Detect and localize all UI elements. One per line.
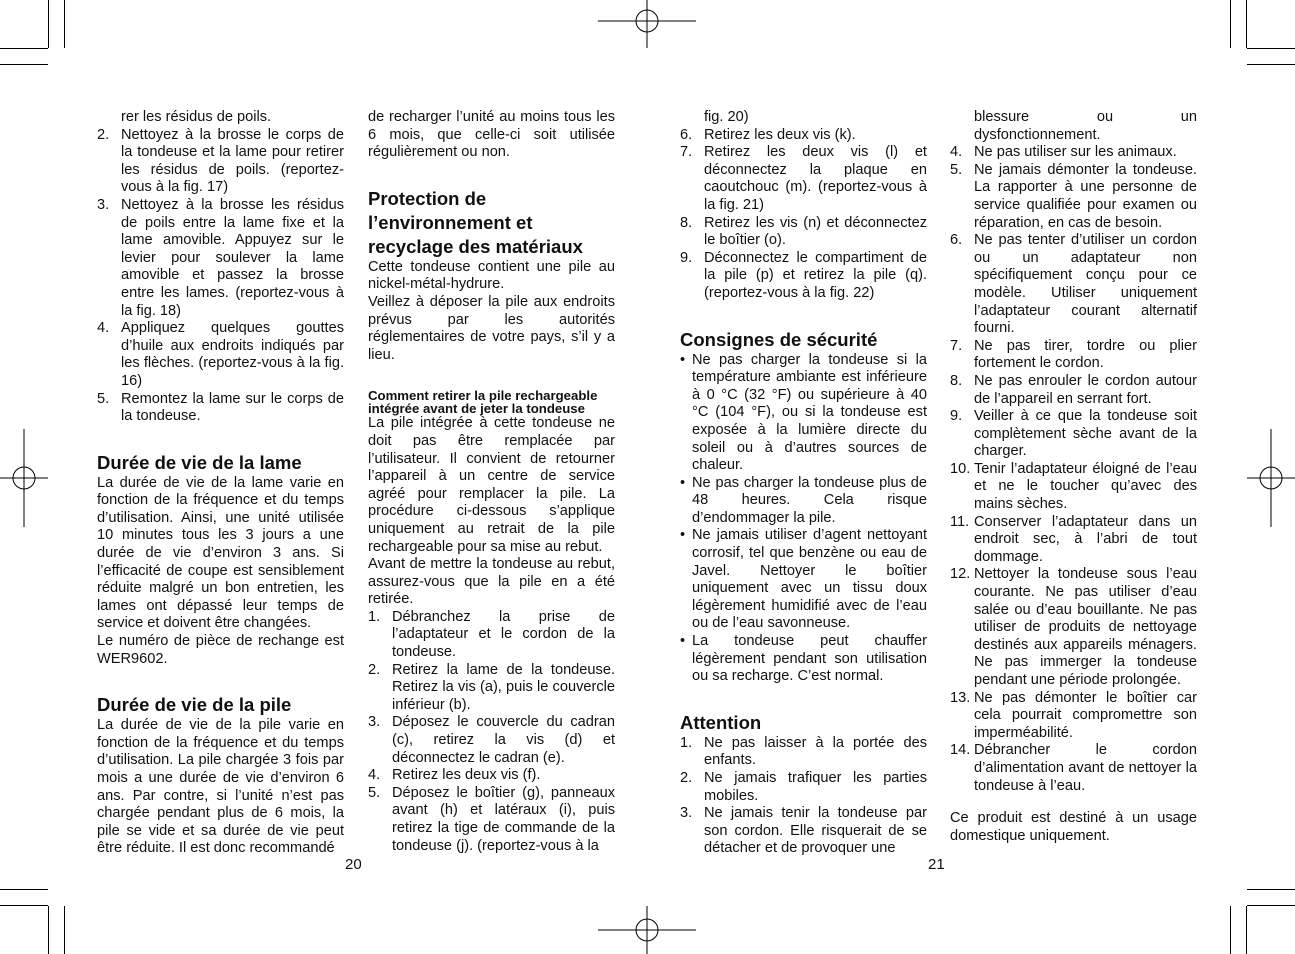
- paragraph: Avant de mettre la tondeuse au rebut, assurez-vous que la pile en a été retirée.: [368, 556, 615, 608]
- list-item: 13. Ne pas démonter le boîtier car cela pourrait compromettre son imperméabilité.: [950, 689, 1197, 741]
- list-item: • Ne pas charger la tondeuse plus de 48 heures. Cela risque d’endommager la pile.: [680, 474, 927, 526]
- paragraph: La pile intégrée à cette tondeuse ne doit pas être remplacée par l’utilisateur. Il convient de retourner l’appareil à un centre de service agréé pour remplacer la pile. La procédure ci-dessous s’applique uniquement au retrait de la pile rechargeable pour sa mise au rebut.: [368, 415, 615, 555]
- column-3: [680, 109, 927, 858]
- registration-mark: [0, 429, 48, 527]
- list-item: • Ne pas charger la tondeuse si la température ambiante est inférieure à 0 °C (32 °F) ou supérieure à 40 °C (104 °F), ou si la tondeuse est exposée à la lumière directe du soleil ou à d’autres sources de chaleur.: [680, 351, 927, 474]
- attention-list: [680, 735, 927, 858]
- paragraph: Cette tondeuse contient une pile au nickel-métal-hydrure.: [368, 258, 615, 293]
- safety-list: [680, 352, 927, 686]
- list-item: 2. Retirez la lame de la tondeuse. Retirez la vis (a), puis le couvercle inférieur (b).: [368, 661, 615, 713]
- paragraph: La durée de vie de la lame varie en fonction de la fréquence et du temps d’utilisation. Ainsi, une unité utilisée 10 minutes tous les 3 jours a une durée de vie d’environ 3 ans. Si l’efficacité de coupe est sensiblement réduite malgré un bon entretien, les lames ont dépassé leur temps de service et doivent être changées.: [97, 474, 344, 632]
- list-item: 9. Déconnectez le compartiment de la pile (p) et retirez la pile (q). (reportez-vous à la fig. 22): [680, 249, 927, 301]
- list-item: • La tondeuse peut chauffer légèrement pendant son utilisation ou sa recharge. C’est normal.: [680, 633, 927, 685]
- crop-mark: [64, 0, 65, 48]
- column-4: [950, 109, 1197, 845]
- crop-mark: [0, 889, 48, 890]
- list-item: 9. Veiller à ce que la tondeuse soit complètement sèche avant de la charger.: [950, 408, 1197, 460]
- list-item: 14. Débrancher le cordon d’alimentation avant de nettoyer la tondeuse à l’eau.: [950, 742, 1197, 794]
- crop-mark: [1246, 0, 1247, 48]
- list-item: 1. Ne pas laisser à la portée des enfants.: [680, 734, 927, 769]
- list-item: 2. Ne jamais trafiquer les parties mobiles.: [680, 770, 927, 804]
- continuation-text: fig. 20): [704, 109, 749, 125]
- continuation-text: rer les résidus de poils.: [121, 109, 272, 125]
- section-heading: Durée de vie de la lame: [97, 451, 302, 473]
- removal-steps-list: [368, 609, 615, 855]
- closing-paragraph: Ce produit est destiné à un usage domestique uniquement.: [950, 810, 1197, 844]
- list-item: 8. Ne pas enrouler le cordon autour de l’appareil en serrant fort.: [950, 372, 1197, 407]
- list-item: 11. Conserver l’adaptateur dans un endroit sec, à l’abri de tout dommage.: [950, 513, 1197, 565]
- list-item: 6. Retirez les deux vis (k).: [680, 126, 856, 143]
- crop-mark: [1246, 906, 1247, 954]
- list-item: 10. Tenir l’adaptateur éloigné de l’eau et ne le toucher qu’avec des mains sèches.: [950, 460, 1197, 513]
- list-item: 2. Nettoyez à la brosse le corps de la tondeuse et la lame pour retirer les résidus de poils. (reportez-vous à la fig. 17): [97, 126, 344, 196]
- registration-mark: [598, 0, 696, 48]
- section-heading: Protection de l’environnement et recyclage des matériaux: [368, 187, 583, 257]
- crop-mark: [1247, 64, 1295, 65]
- list-item: 4. Appliquez quelques gouttes d’huile aux endroits indiqués par les flèches. (reportez-vous à la fig. 16): [97, 320, 344, 389]
- registration-mark: [598, 906, 696, 954]
- list-item: 3. Nettoyez à la brosse les résidus de poils entre la lame fixe et la lame amovible. Appuyez sur le levier pour soulever la lame amovible et passez la brosse entre les lames. (reportez-vous à la fig. 18): [97, 196, 344, 319]
- crop-mark: [48, 0, 49, 48]
- continuation-text: de recharger l’unité au moins tous les 6 mois, que celle-ci soit utilisée régulièrement ou non.: [368, 109, 615, 161]
- list-item: 6. Ne pas tenter d’utiliser un cordon ou un adaptateur non spécifiquement conçu pour ce modèle. Utiliser uniquement l’adaptateur courant alternatif fourni.: [950, 232, 1197, 337]
- list-item: 3. Déposez le couvercle du cadran (c), retirez la vis (d) et déconnectez le cadran (e).: [368, 714, 615, 766]
- page-number: 20: [345, 856, 362, 873]
- attention-list: [950, 144, 1197, 795]
- list-item: 1. Débranchez la prise de l’adaptateur et le cordon de la tondeuse.: [368, 608, 615, 661]
- crop-mark: [1247, 889, 1295, 890]
- crop-mark: [0, 48, 48, 49]
- section-heading: Durée de vie de la pile: [97, 694, 292, 716]
- cleaning-steps-list: [97, 127, 344, 426]
- removal-steps-list: [680, 127, 927, 303]
- page-number: 21: [928, 856, 945, 873]
- list-item: 7. Ne pas tirer, tordre ou plier fortement le cordon.: [950, 337, 1197, 372]
- crop-mark: [1247, 48, 1295, 49]
- column-2: [368, 109, 615, 855]
- paragraph: Le numéro de pièce de rechange est WER9602.: [97, 633, 344, 667]
- column-1: [97, 109, 344, 858]
- crop-mark: [0, 905, 48, 906]
- registration-mark: [1247, 429, 1295, 527]
- subsection-heading: Comment retirer la pile rechargeable intégrée avant de jeter la tondeuse: [368, 388, 598, 417]
- paragraph: Veillez à déposer la pile aux endroits prévus par les autorités réglementaires de votre pays, s’il y a lieu.: [368, 293, 615, 363]
- list-item: 12. Nettoyer la tondeuse sous l’eau courante. Ne pas utiliser d’eau salée ou d’eau bouillante. Ne pas utiliser de produits de nettoyage destinés aux appareils ménagers. Ne pas immerger la tondeuse pendant une période prolongée.: [950, 566, 1197, 688]
- paragraph: La durée de vie de la pile varie en fonction de la fréquence et du temps d’utilisation. La pile chargée 3 fois par mois a une durée de vie d’environ 6 ans. Par contre, si l’unité n’est pas chargée pendant plus de 6 mois, la pile se vide et sa durée de vie peut être réduite. Il est donc recommandé: [97, 717, 344, 857]
- crop-mark: [0, 64, 48, 65]
- list-item: 5. Ne jamais démonter la tondeuse. La rapporter à une personne de service qualifiée pour examen ou réparation, en cas de besoin.: [950, 161, 1197, 231]
- list-item: 7. Retirez les deux vis (l) et déconnectez la plaque en caoutchouc (m). (reportez-vous à la fig. 21): [680, 144, 927, 213]
- section-heading: Consignes de sécurité: [680, 328, 878, 350]
- list-item: 5. Déposez le boîtier (g), panneaux avant (h) et latéraux (i), puis retirez la tige de commande de la tondeuse (j). (reportez-vous à la: [368, 784, 615, 854]
- section-heading: Attention: [680, 711, 762, 733]
- list-item: 4. Ne pas utiliser sur les animaux.: [950, 144, 1177, 161]
- list-item: 3. Ne jamais tenir la tondeuse par son cordon. Elle risquerait de se détacher et de provoquer une: [680, 805, 927, 857]
- crop-mark: [1230, 906, 1231, 954]
- crop-mark: [48, 906, 49, 954]
- continuation-text: blessure ou un dysfonctionnement.: [974, 109, 1197, 143]
- crop-mark: [1247, 905, 1295, 906]
- list-item: 5. Remontez la lame sur le corps de la tondeuse.: [97, 390, 344, 425]
- crop-mark: [1230, 0, 1231, 48]
- crop-mark: [64, 906, 65, 954]
- list-item: 4. Retirez les deux vis (f).: [368, 767, 541, 784]
- list-item: 8. Retirez les vis (n) et déconnectez le boîtier (o).: [680, 214, 927, 249]
- list-item: • Ne jamais utiliser d’agent nettoyant corrosif, tel que benzène ou eau de Javel. Nettoyer le boîtier uniquement avec un tissu doux légèrement humidifié avec de l’eau ou de l’eau savonneuse.: [680, 527, 927, 632]
